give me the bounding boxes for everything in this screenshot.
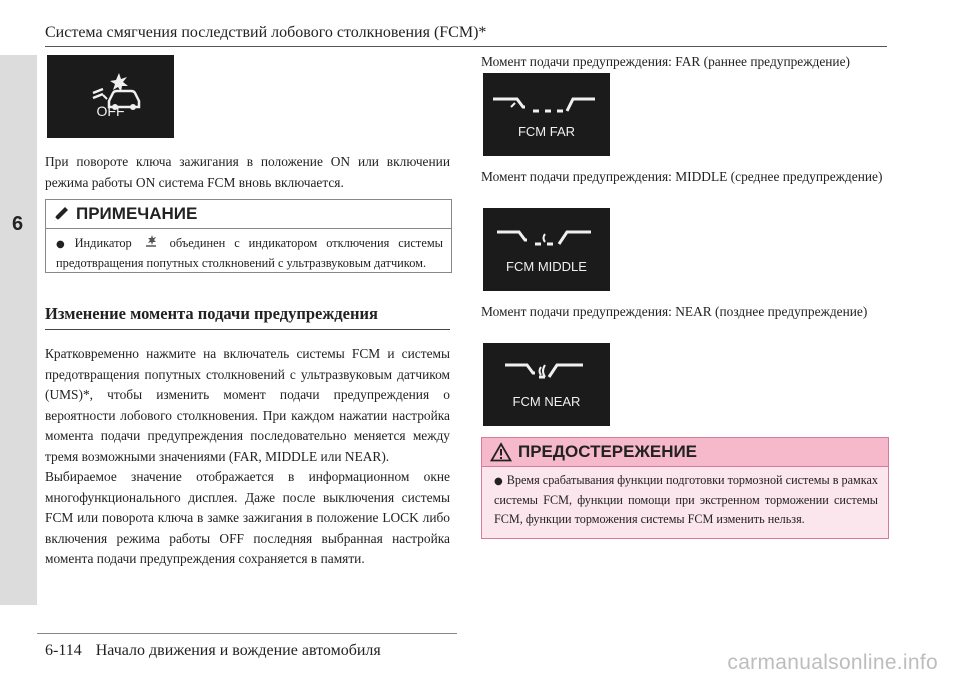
chapter-side-strip — [0, 55, 37, 605]
note-box — [45, 199, 452, 273]
fcm-far-icon — [483, 73, 610, 156]
paragraph-2: Выбираемое значение отображается в информационном окне многофункционального дисплея. Даже после выключения системы FCM или поворота ключа в замке зажигания в положение LOCK либо включения режима работы OFF последняя выбранная настройка момента подачи предупреждения сохраняется в памяти. — [45, 469, 450, 566]
footer-rule — [37, 633, 457, 634]
paragraph-1: Кратковременно нажмите на включатель системы FCM и системы предотвращения попутных столкновений с ультразвуковым датчиком (UMS)*, чтобы изменить момент подачи предупреждения о вероятности лобового столкновения. При каждом нажатии настройка момента подачи предупреждения последовательно меняется между тремя возможными значениями (FAR, MIDDLE или NEAR). — [45, 346, 450, 464]
near-caption-text: Момент подачи предупреждения: NEAR (позднее предупреждение) — [481, 304, 868, 319]
fcm-far-display — [483, 73, 610, 156]
far-caption-text: Момент подачи предупреждения: FAR (раннее предупреждение) — [481, 54, 850, 69]
warning-header — [482, 438, 888, 467]
fcm-off-indicator — [47, 55, 174, 138]
header-rule — [45, 46, 887, 47]
section-rule — [45, 329, 450, 330]
warning-body — [482, 467, 888, 529]
middle-label: FCM MIDDLE — [506, 259, 587, 274]
near-caption — [481, 302, 887, 323]
intro-text: При повороте ключа зажигания в положение ON или включении режима работы ON система FCM вновь включается. — [45, 154, 450, 190]
fcm-near-icon — [483, 343, 610, 426]
body-paragraphs — [45, 344, 450, 570]
chapter-number: 6 — [12, 213, 24, 235]
note-heading: ПРИМЕЧАНИЕ — [76, 204, 198, 223]
intro-paragraph — [45, 152, 450, 193]
note-text-before: Индикатор — [74, 236, 132, 250]
page-header-title: Система смягчения последствий лобового столкновения (FCM)* — [45, 24, 487, 41]
middle-caption — [481, 167, 887, 188]
footer — [45, 642, 381, 660]
fcm-off-icon — [47, 55, 174, 138]
fcm-middle-display — [483, 208, 610, 291]
fcm-middle-icon — [483, 208, 610, 291]
bullet-icon: ● — [494, 476, 503, 487]
section-title: Изменение момента подачи предупреждения — [45, 304, 378, 323]
fcm-near-display — [483, 343, 610, 426]
warning-heading: ПРЕДОСТЕРЕЖЕНИЕ — [518, 442, 698, 461]
middle-caption-text: Момент подачи предупреждения: MIDDLE (среднее предупреждение) — [481, 169, 883, 184]
far-caption — [481, 52, 887, 73]
note-text-after: объединен с индикатором отключения системы предотвращения попутных столкновений с ультразвуковым датчиком. — [56, 236, 443, 270]
fcm-off-small-icon — [143, 234, 159, 250]
warning-triangle-icon — [490, 442, 512, 462]
pencil-icon — [52, 205, 70, 223]
far-label: FCM FAR — [517, 124, 576, 139]
off-label: OFF — [96, 103, 125, 119]
warning-text: Время срабатывания функции подготовки тормозной системы в рамках системы FCM, функции помощи при экстренном торможении системы FCM, функции торможения системы FCM изменить нельзя. — [494, 473, 878, 526]
warning-box — [481, 437, 889, 539]
note-header — [46, 200, 451, 229]
near-label: FCM NEAR — [512, 394, 581, 409]
page-number: 6-114 — [45, 642, 82, 659]
bullet-icon: ● — [56, 239, 71, 250]
watermark: carmanualsonline.info — [727, 651, 938, 674]
note-body — [46, 229, 451, 273]
footer-title: Начало движения и вождение автомобиля — [95, 642, 381, 659]
